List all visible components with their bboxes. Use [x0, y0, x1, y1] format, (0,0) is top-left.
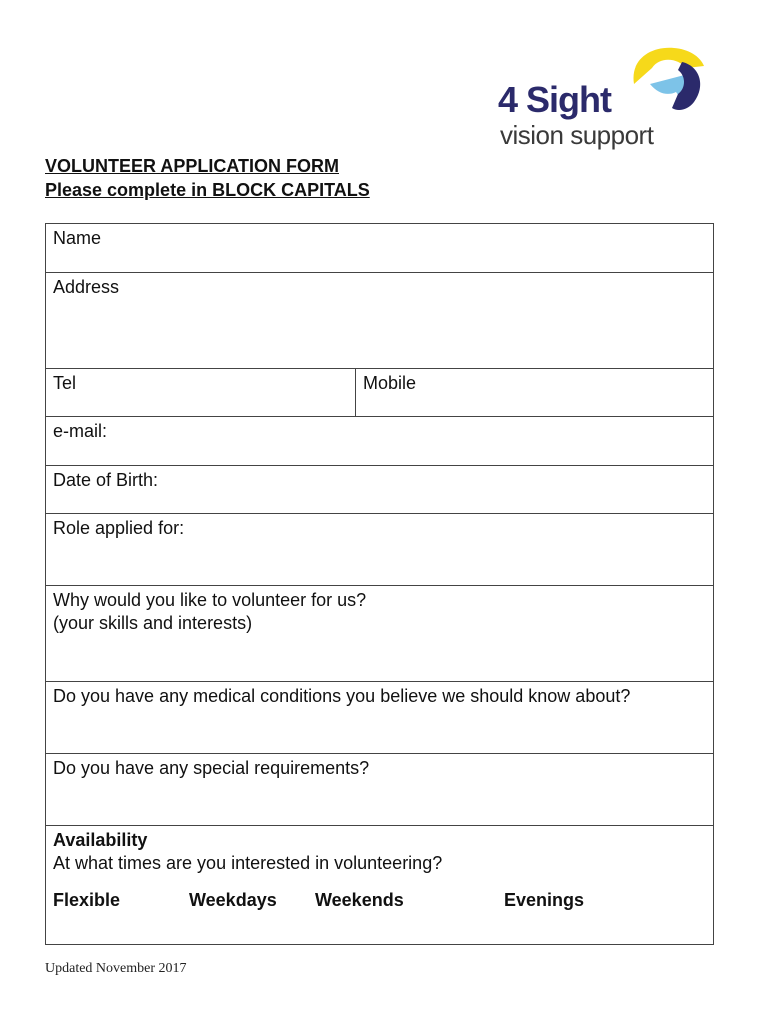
footer-updated: Updated November 2017: [45, 961, 187, 976]
form-title: VOLUNTEER APPLICATION FORM: [45, 156, 339, 176]
logo: [498, 44, 708, 154]
dob-label: Date of Birth:: [53, 470, 159, 490]
email-label: e-mail:: [53, 421, 108, 441]
availability-question: At what times are you interested in volunteering?: [53, 853, 443, 873]
option-weekends[interactable]: Weekends: [315, 890, 404, 910]
dob-field[interactable]: [46, 466, 713, 514]
tel-label: Tel: [53, 373, 77, 393]
application-form: [45, 223, 714, 945]
why-sublabel: (your skills and interests): [53, 613, 253, 633]
why-label: Why would you like to volunteer for us?: [53, 590, 367, 610]
option-evenings[interactable]: Evenings: [504, 890, 585, 910]
availability-options: [53, 889, 706, 919]
mobile-field[interactable]: [356, 369, 713, 416]
why-volunteer-field[interactable]: [46, 586, 713, 682]
logo-tagline: vision support: [500, 120, 654, 150]
form-heading: [45, 154, 370, 202]
option-flexible[interactable]: Flexible: [53, 890, 121, 910]
tel-field[interactable]: [46, 369, 356, 416]
logo-brand: 4 Sight: [498, 79, 612, 120]
option-weekdays[interactable]: Weekdays: [189, 890, 277, 910]
email-field[interactable]: [46, 417, 713, 466]
role-field[interactable]: [46, 514, 713, 586]
logo-mark-icon: [616, 44, 706, 114]
availability-section: [46, 826, 713, 944]
form-subtitle: Please complete in BLOCK CAPITALS: [45, 180, 370, 200]
availability-title: Availability: [53, 830, 148, 850]
role-label: Role applied for:: [53, 518, 185, 538]
address-field[interactable]: [46, 273, 713, 369]
name-field[interactable]: [46, 224, 713, 273]
medical-conditions-field[interactable]: [46, 682, 713, 754]
address-label: Address: [53, 277, 120, 297]
special-label: Do you have any special requirements?: [53, 758, 370, 778]
special-requirements-field[interactable]: [46, 754, 713, 826]
mobile-label: Mobile: [363, 373, 417, 393]
medical-label: Do you have any medical conditions you believe we should know about?: [53, 686, 631, 706]
phone-row: [46, 369, 713, 417]
name-label: Name: [53, 228, 102, 248]
